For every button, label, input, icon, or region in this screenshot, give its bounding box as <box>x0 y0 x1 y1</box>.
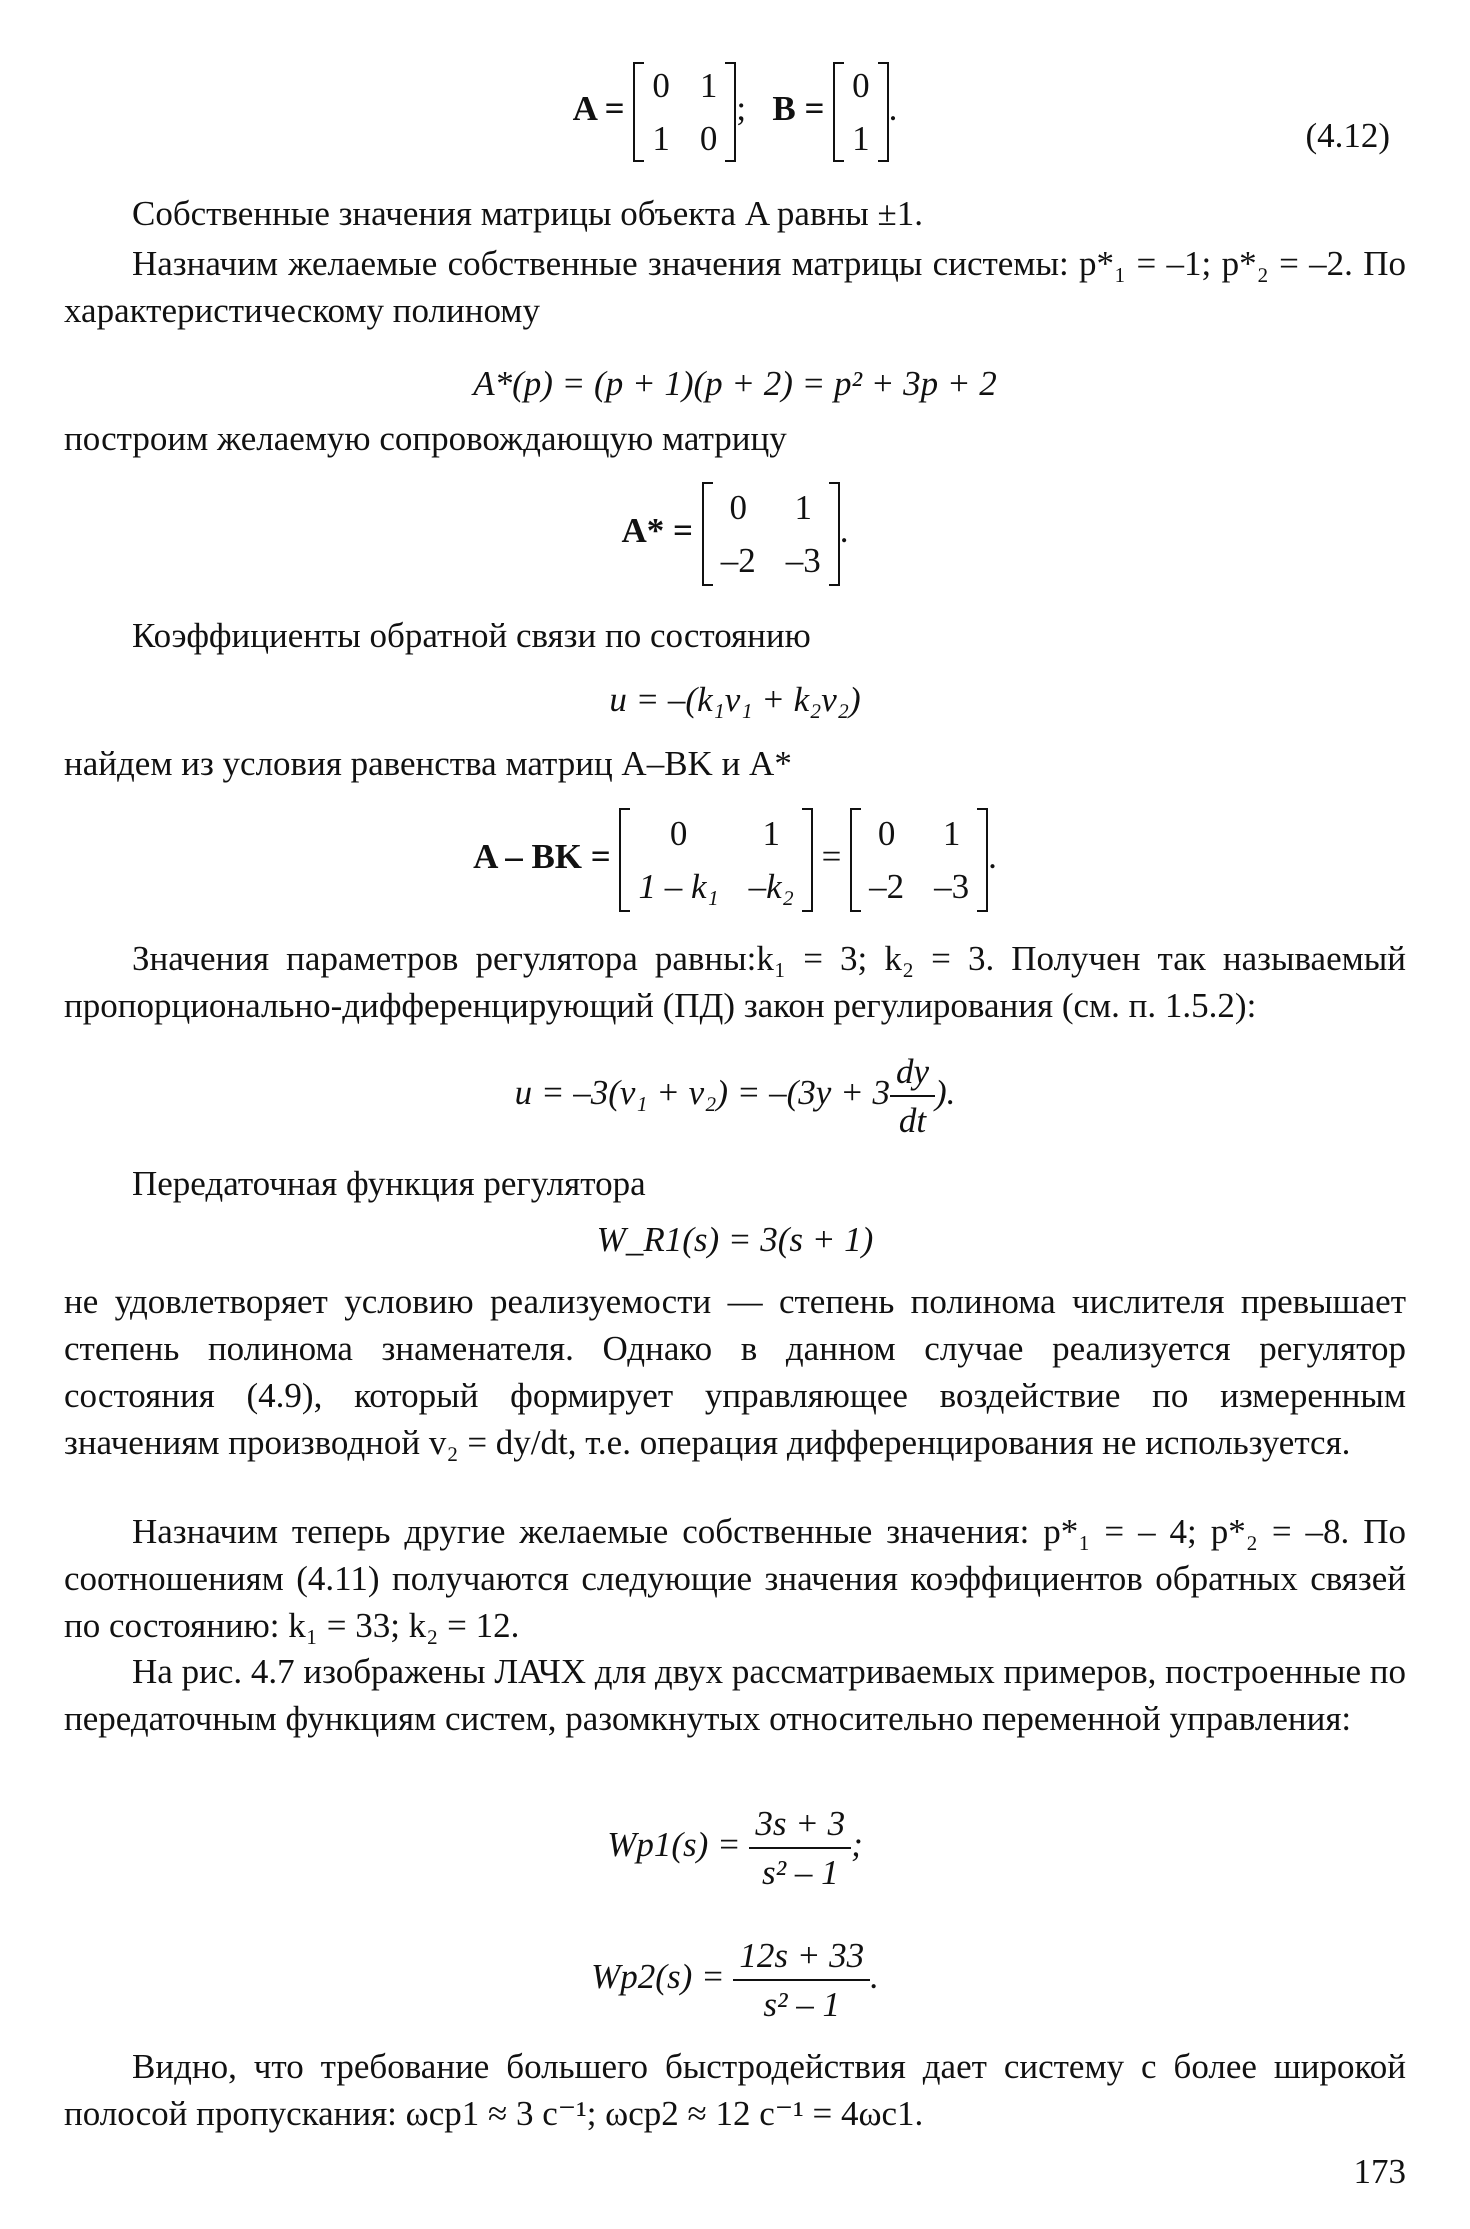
matrix-a-star-repeat: 0 1 –2 –3 <box>850 808 988 912</box>
paragraph-eigenvalues: Собственные значения матрицы объекта A равны ±1. <box>132 194 923 233</box>
paragraph-regulator-transfer: Передаточная функция регулятора <box>132 1164 646 1203</box>
matrix-a-label: A = <box>572 89 625 129</box>
paragraph-bandwidth: Видно, что требование большего быстродействия дает систему с более широкой полосой пропускания: ωcp1 ≈ 3 c⁻¹; ωcp2 ≈ 12 c⁻¹ = 4ωc1. <box>64 2047 1406 2133</box>
equation-wp2: Wp2(s) = $\frac{12s + 33}{\text{s² – 1}}$ . <box>0 1932 1470 2028</box>
equation-4-12: A = 0 1 1 0 ; B = 0 1 . <box>0 62 1470 162</box>
paragraph-desired-eigenvalues: Назначим желаемые собственные значения матрицы системы: p*₁ = –1; p*₂ = –2. По характеристическому полиному <box>64 244 1406 330</box>
equation-a-star: A* = 0 1 –2 –3 . <box>0 482 1470 586</box>
page-number: 173 <box>1353 2152 1406 2191</box>
paragraph-feedback-coefficients: Коэффициенты обратной связи по состоянию <box>132 616 811 655</box>
equation-characteristic-polynomial: A*(p) = (p + 1)(p + 2) = p² + 3p + 2 <box>473 364 997 403</box>
paragraph-companion-matrix: построим желаемую сопровождающую матрицу <box>64 419 787 458</box>
equation-wr1: W_R1(s) = 3(s + 1) <box>596 1220 874 1259</box>
paragraph-matrix-equality: найдем из условия равенства матриц A–BK и A* <box>64 744 792 783</box>
matrix-a-minus-bk: 0 1 1 – k₁ –k₂ <box>619 808 812 912</box>
equation-wp1: Wp1(s) = $\frac{3s + 3}{\text{s² – 1}}$ ; <box>0 1800 1470 1896</box>
equation-pd-law: u = –3(v₁ + v₂) = –(3y + 3 $\frac{dy}{dt}$ ). <box>0 1048 1470 1144</box>
equation-control-law: u = –(k₁v₁ + k₂v₂) <box>609 680 861 719</box>
equation-a-minus-bk: A – BK = 0 1 1 – k₁ –k₂ = 0 1 –2 –3 . <box>0 808 1470 912</box>
paragraph-realizability: не удовлетворяет условию реализуемости — степень полинома числителя превышает степень полинома знаменателя. Однако в данном случае реализуется регулятор состояния (4.9), который формирует управляющее воздействие по измеренным значениям производной v₂ = dy/dt, т.е. операция дифференцирования не используется. <box>64 1282 1406 1462</box>
paragraph-regulator-values: Значения параметров регулятора равны:k₁ = 3; k₂ = 3. Получен так называемый пропорционально-дифференцирующий (ПД) закон регулирования (см. п. 1.5.2): <box>64 939 1406 1025</box>
matrix-b-label: B = <box>772 89 825 129</box>
matrix-a-star: 0 1 –2 –3 <box>702 482 840 586</box>
paragraph-lachkh: На рис. 4.7 изображены ЛАЧХ для двух рассматриваемых примеров, построенные по передаточным функциям систем, разомкнутых относительно переменной управления: <box>64 1652 1406 1738</box>
matrix-b: 0 1 <box>833 62 889 162</box>
equation-number: (4.12) <box>1305 116 1390 155</box>
matrix-a: 0 1 1 0 <box>633 62 736 162</box>
paragraph-other-eigenvalues: Назначим теперь другие желаемые собственные значения: p*₁ = – 4; p*₂ = –8. По соотношениям (4.11) получаются следующие значения коэффициентов обратных связей по состоянию: k₁ = 33; k₂ = 12. <box>64 1512 1406 1645</box>
